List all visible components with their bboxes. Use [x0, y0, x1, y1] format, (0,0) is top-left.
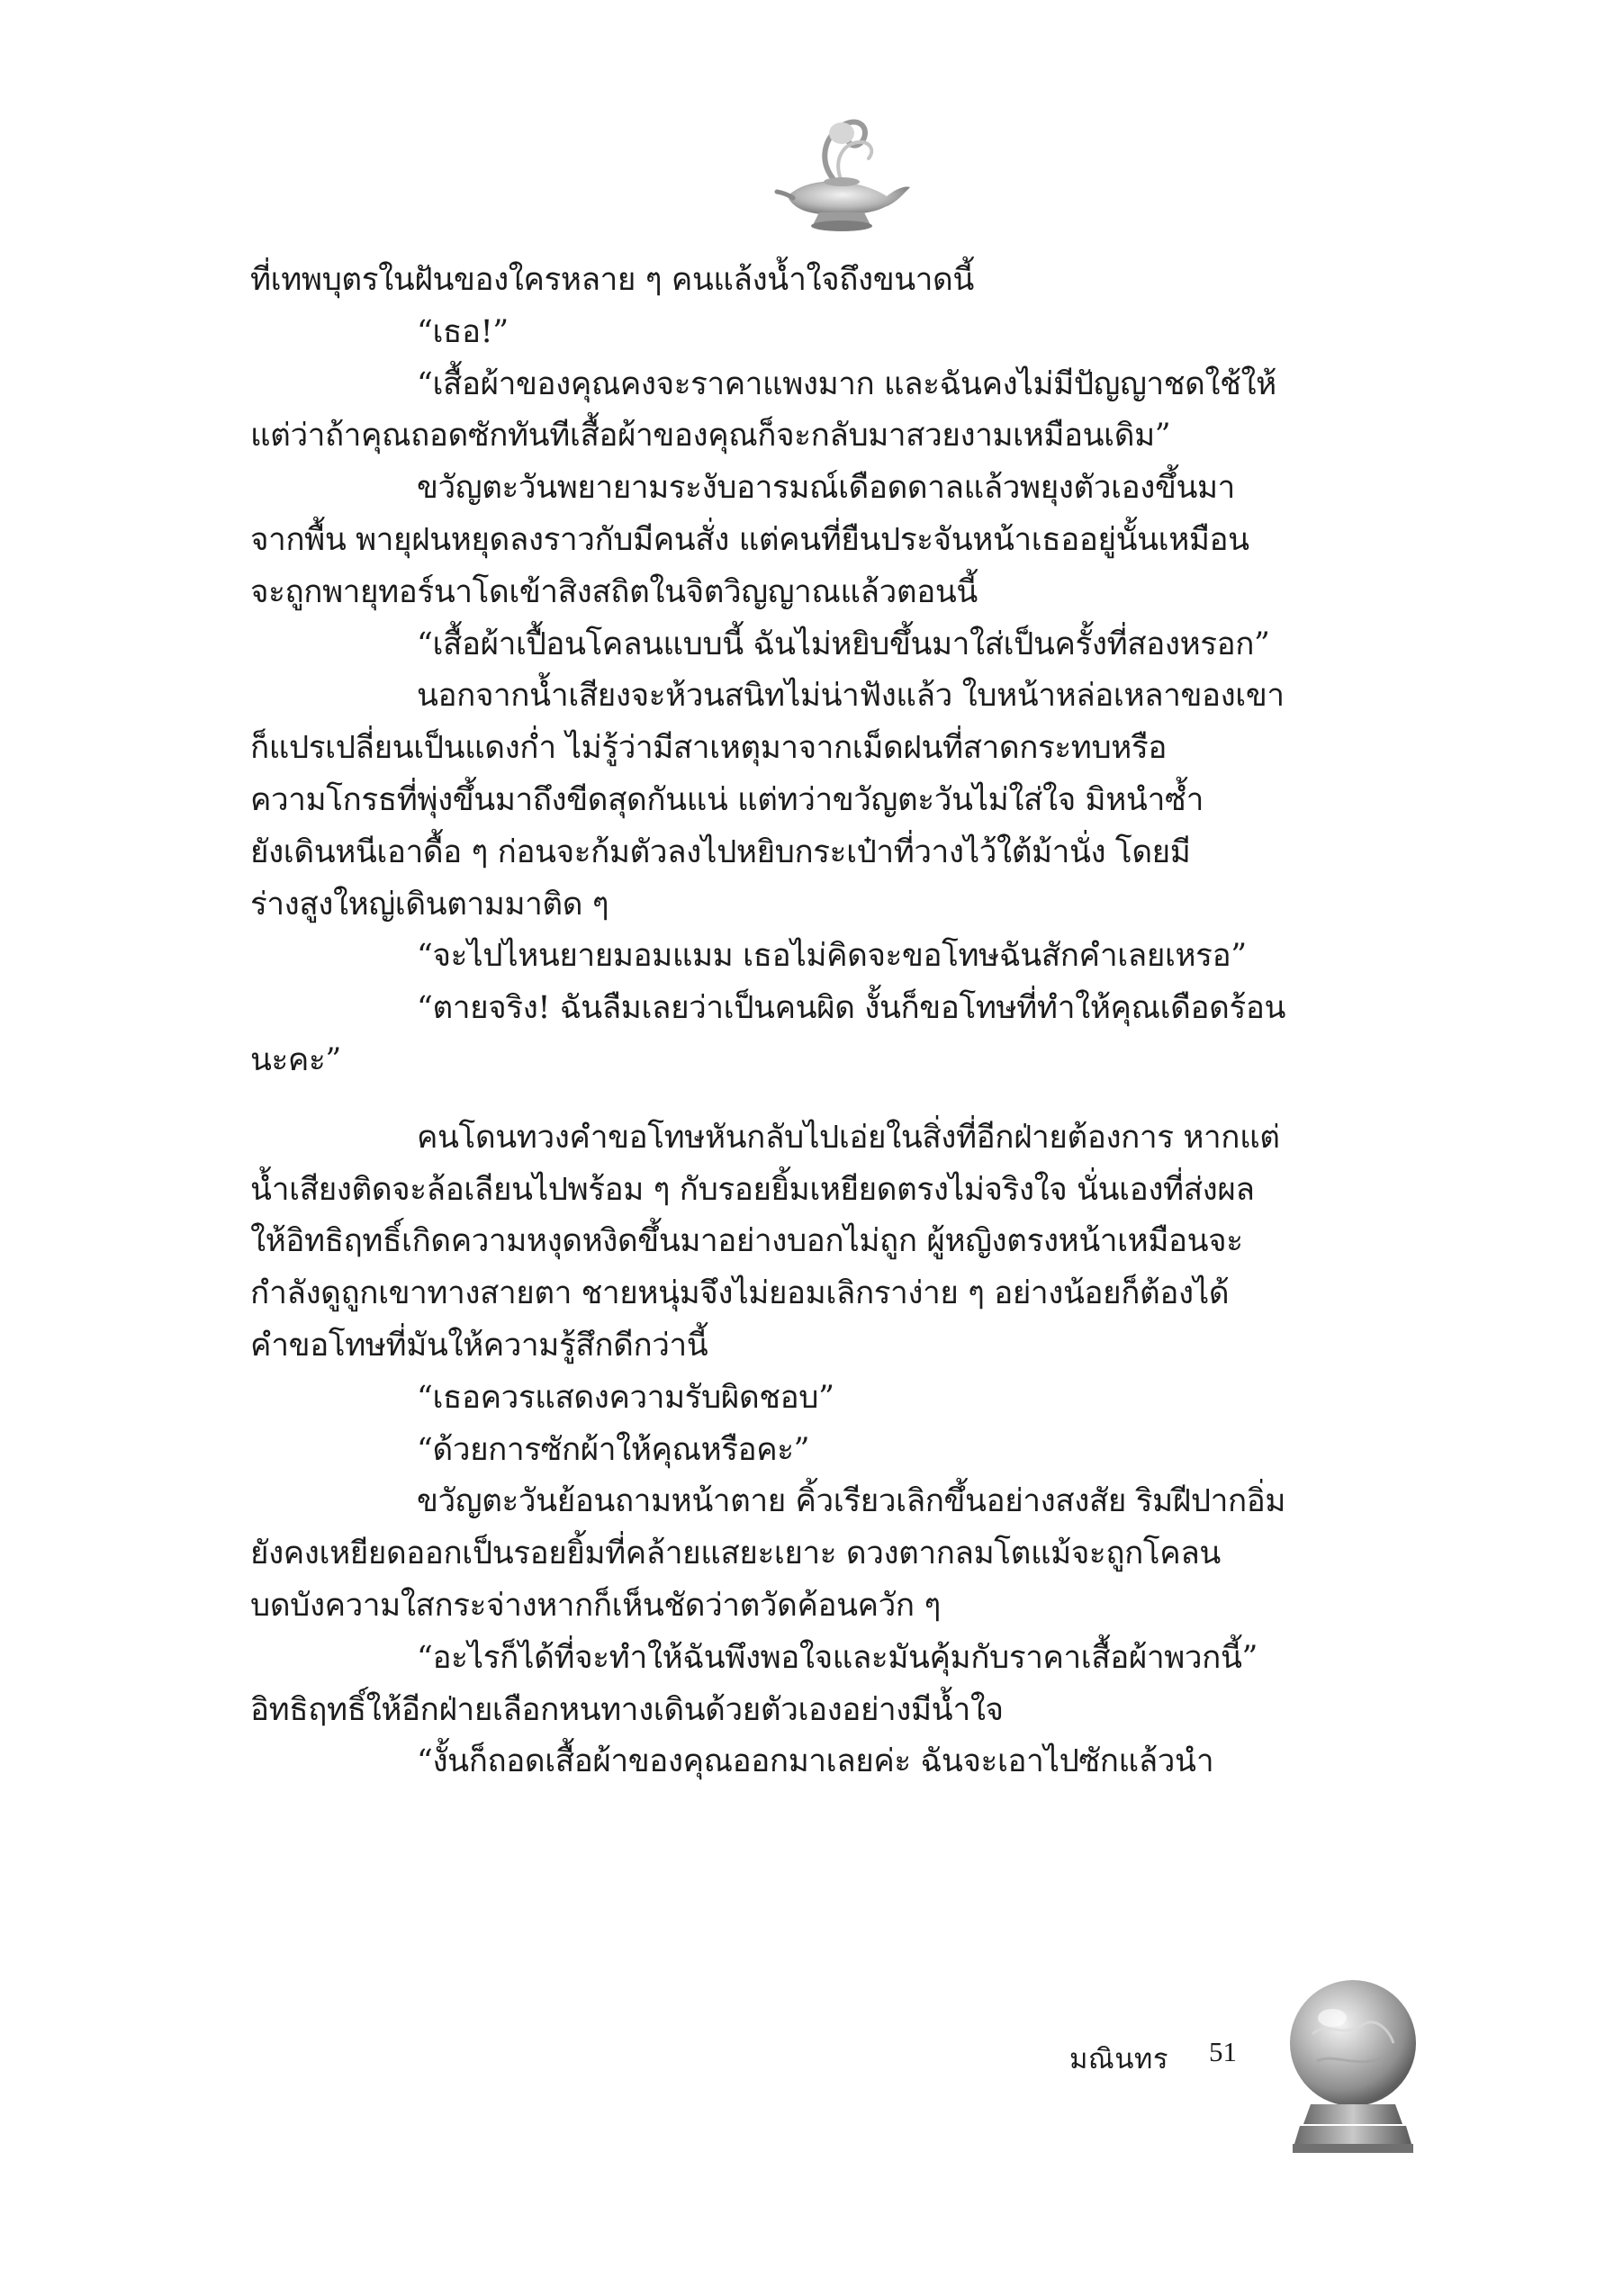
- text-line: [250, 671, 1395, 723]
- text-line-content: ร่างสูงใหญ่เดินตามมาติด ๆ: [250, 886, 609, 923]
- text-line-content: “เสื้อผ้าเปื้อนโคลนแบบนี้ ฉันไม่หยิบขึ้นมาใส่เป็นครั้งที่สองหรอก”: [417, 626, 1270, 662]
- text-line: [250, 1736, 1395, 1788]
- text-line-content: ยังเดินหนีเอาดื้อ ๆ ก่อนจะก้มตัวลงไปหยิบกระเป๋าที่วางไว้ใต้ม้านั่ง โดยมี: [250, 833, 1191, 870]
- text-line: [250, 1425, 1395, 1477]
- text-line: [250, 1528, 1395, 1580]
- text-line: [250, 463, 1395, 515]
- text-line-content: น้ำเสียงติดจะล้อเลียนไปพร้อม ๆ กับรอยยิ้มเหยียดตรงไม่จริงใจ นั่นเองที่ส่งผล: [250, 1171, 1255, 1208]
- text-line: [250, 1373, 1395, 1425]
- text-line-content: “เสื้อผ้าของคุณคงจะราคาแพงมาก และฉันคงไม่มีปัญญาชดใช้ให้: [417, 365, 1276, 402]
- text-line: [250, 775, 1395, 827]
- text-line-content: “ด้วยการซักผ้าให้คุณหรือคะ”: [417, 1431, 810, 1468]
- text-line: [250, 1165, 1395, 1217]
- text-line: [250, 307, 1395, 359]
- text-line: [250, 255, 1395, 307]
- text-line-content: นอกจากน้ำเสียงจะห้วนสนิทไม่น่าฟังแล้ว ใบหน้าหล่อเหลาของเขา: [417, 678, 1285, 715]
- text-line-content: ยังคงเหยียดออกเป็นรอยยิ้มที่คล้ายแสยะเยาะ ดวงตากลมโตแม้จะถูกโคลน: [250, 1535, 1221, 1572]
- text-line-content: อิทธิฤทธิ์ให้อีกฝ่ายเลือกหนทางเดินด้วยตัวเองอย่างมีน้ำใจ: [250, 1691, 1004, 1728]
- text-line-content: ขวัญตะวันพยายามระงับอารมณ์เดือดดาลแล้วพยุงตัวเองขึ้นมา: [417, 470, 1235, 507]
- crystal-ball-icon: [1276, 1971, 1429, 2160]
- text-line-content: “อะไรก็ได้ที่จะทำให้ฉันพึงพอใจและมันคุ้มกับราคาเสื้อผ้าพวกนี้”: [417, 1639, 1258, 1676]
- text-line: [250, 619, 1395, 671]
- text-line: [250, 410, 1395, 463]
- text-line: [250, 1268, 1395, 1320]
- text-line: [250, 827, 1395, 879]
- text-line: [250, 879, 1395, 932]
- text-line: [250, 1476, 1395, 1528]
- genie-lamp-icon: [770, 106, 914, 241]
- page-number: 51: [1209, 2036, 1237, 2067]
- text-line: [250, 931, 1395, 983]
- text-line-content: “เธอ!”: [417, 313, 509, 350]
- text-line-content: ความโกรธที่พุ่งขึ้นมาถึงขีดสุดกันแน่ แต่ทว่าขวัญตะวันไม่ใส่ใจ มิหนำซ้ำ: [250, 781, 1204, 818]
- text-line-content: คนโดนทวงคำขอโทษหันกลับไปเอ่ยในสิ่งที่อีกฝ่ายต้องการ หากแต่: [417, 1119, 1280, 1156]
- text-line-content: กำลังดูถูกเขาทางสายตา ชายหนุ่มจึงไม่ยอมเลิกราง่าย ๆ อย่างน้อยก็ต้องได้: [250, 1275, 1230, 1312]
- text-line: [250, 1320, 1395, 1373]
- text-line-content: จากพื้น พายุฝนหยุดลงราวกับมีคนสั่ง แต่คนที่ยืนประจันหน้าเธออยู่นั้นเหมือน: [250, 521, 1249, 558]
- footer-author-label: มณินทร: [1069, 2043, 1168, 2075]
- text-line-content: “งั้นก็ถอดเสื้อผ้าของคุณออกมาเลยค่ะ ฉันจะเอาไปซักแล้วนำ: [417, 1743, 1214, 1780]
- text-line-content: ขวัญตะวันย้อนถามหน้าตาย คิ้วเรียวเลิกขึ้นอย่างสงสัย ริมฝีปากอิ่ม: [417, 1483, 1286, 1520]
- text-line: [250, 515, 1395, 567]
- text-line: [250, 1216, 1395, 1268]
- text-line-content: แต่ว่าถ้าคุณถอดซักทันทีเสื้อผ้าของคุณก็จะกลับมาสวยงามเหมือนเดิม”: [250, 418, 1171, 455]
- text-line: [250, 1035, 1395, 1087]
- text-line-content: ก็แปรเปลี่ยนเป็นแดงก่ำ ไม่รู้ว่ามีสาเหตุมาจากเม็ดฝนที่สาดกระทบหรือ: [250, 730, 1167, 767]
- text-line: [250, 723, 1395, 775]
- text-line-content: คำขอโทษที่มันให้ความรู้สึกดีกว่านี้: [250, 1327, 708, 1364]
- text-line-content: นะคะ”: [250, 1041, 341, 1078]
- text-line: [250, 1112, 1395, 1165]
- body-text: [250, 255, 1395, 1788]
- text-line-content: ที่เทพบุตรในฝันของใครหลาย ๆ คนแล้งน้ำใจถึงขนาดนี้: [250, 262, 974, 298]
- text-line: [250, 983, 1395, 1035]
- text-line-content: “เธอควรแสดงความรับผิดชอบ”: [417, 1379, 834, 1416]
- text-line: [250, 1633, 1395, 1685]
- text-line-content: “จะไปไหนยายมอมแมม เธอไม่คิดจะขอโทษฉันสักคำเลยเหรอ”: [417, 938, 1247, 975]
- text-line-content: ให้อิทธิฤทธิ์เกิดความหงุดหงิดขึ้นมาอย่างบอกไม่ถูก ผู้หญิงตรงหน้าเหมือนจะ: [250, 1223, 1243, 1260]
- text-line: [250, 567, 1395, 619]
- text-line-content: บดบังความใสกระจ่างหากก็เห็นชัดว่าตวัดค้อนควัก ๆ: [250, 1587, 941, 1624]
- text-line: [250, 1685, 1395, 1737]
- text-line: [250, 1580, 1395, 1633]
- text-line-content: จะถูกพายุทอร์นาโดเข้าสิงสถิตในจิตวิญญาณแล้วตอนนี้: [250, 573, 978, 610]
- text-line: [250, 359, 1395, 411]
- text-line-content: “ตายจริง! ฉันลืมเลยว่าเป็นคนผิด งั้นก็ขอโทษที่ทำให้คุณเดือดร้อน: [417, 990, 1286, 1027]
